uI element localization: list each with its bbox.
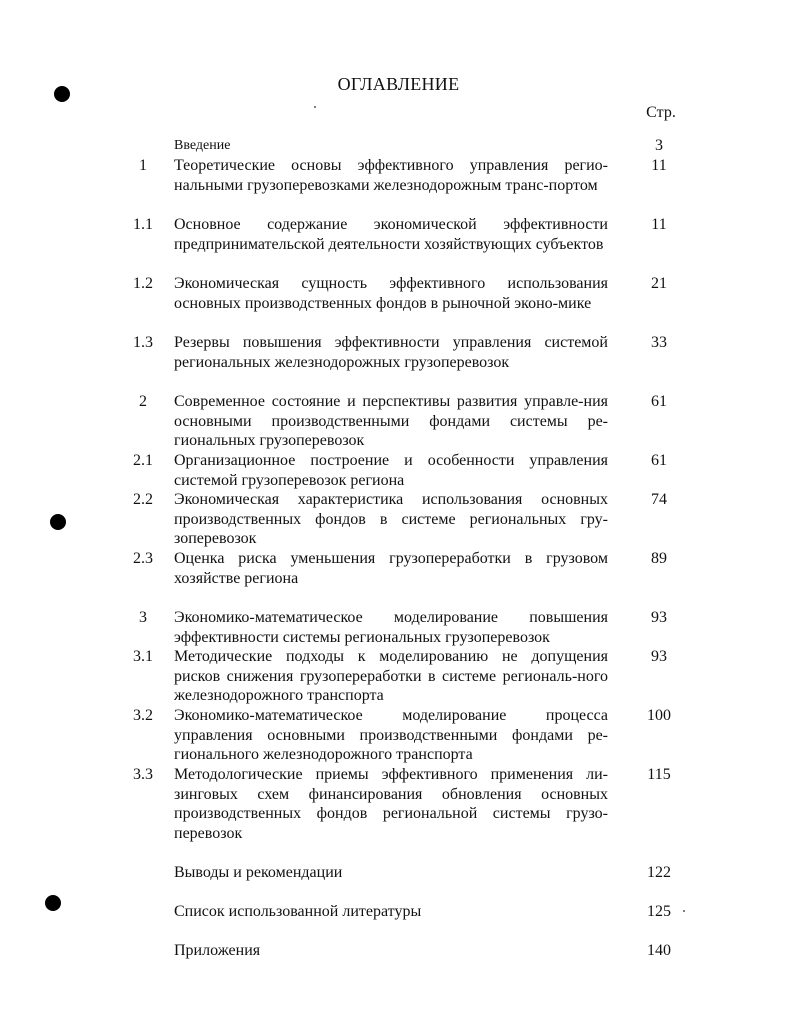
toc-entry-number: 2.2 (133, 491, 153, 508)
toc-entry-page: 100 (647, 707, 671, 724)
toc-entry-text: Список использованной литературы (174, 903, 422, 920)
toc-entry-number: 3.2 (133, 707, 153, 724)
toc-entry-text: Экономико-математическое моделирование процесса управления основными производственными фондами ре-гионального железнодорожного транспорта (174, 707, 608, 763)
toc-entry-page: 61 (651, 452, 667, 469)
toc-entry-page: 61 (651, 393, 667, 410)
toc-entry-page: 122 (647, 864, 671, 881)
toc-entry-number: 3 (139, 609, 147, 626)
page-column-label: Стр. (646, 104, 676, 121)
toc-entry-text: Современное состояние и перспективы развития управле-ния основными производственными фондами системы ре-гиональных грузоперевозок (174, 393, 608, 449)
toc-entry-page: 74 (651, 491, 667, 508)
toc-entry-page: 93 (651, 648, 667, 665)
toc-entry-number: 2.3 (133, 550, 153, 567)
toc-entry-text: Резервы повышения эффективности управления системой региональных железнодорожных грузоперевозок (174, 334, 608, 371)
toc-entry-text: Выводы и рекомендации (174, 864, 343, 881)
toc-entry-text: Методические подходы к моделированию не допущения рисков снижения грузопереработки в системе региональ-ного железнодорожного транспорта (174, 648, 608, 704)
toc-entry-page: 3 (655, 137, 663, 154)
toc-entry-page: 140 (647, 942, 671, 959)
toc-entry-page: 125 (647, 903, 671, 920)
toc-entry-text: Теоретические основы эффективного управления регио-нальными грузоперевозками железнодорожным транс-портом (174, 157, 608, 194)
toc-entry-number: 1 (139, 157, 147, 174)
toc-entry-text: Экономическая сущность эффективного использования основных производственных фондов в рыночной эконо-мике (174, 275, 608, 312)
toc-entry-number: 2.1 (133, 452, 153, 469)
toc-entry-text: Основное содержание экономической эффективности предпринимательской деятельности хозяйствующих субъектов (174, 216, 608, 253)
toc-entry-text: Методологические приемы эффективного применения ли-зинговых схем финансирования обновления основных производственных фондов региональной системы грузо-перевозок (174, 766, 608, 842)
toc-entry-text: Экономическая характеристика использования основных производственных фондов в системе региональных гру-зоперевозок (174, 491, 608, 547)
speck (314, 106, 316, 108)
toc-entry-page: 115 (647, 766, 671, 783)
toc-entry-text: Приложения (174, 942, 261, 959)
toc-entry-number: 3.1 (133, 648, 153, 665)
toc-entry-page: 11 (651, 157, 667, 174)
toc-entry-page: 93 (651, 609, 667, 626)
toc-entry-text: Экономико-математическое моделирование повышения эффективности системы региональных грузоперевозок (174, 609, 608, 646)
toc-entry-page: 89 (651, 550, 667, 567)
toc-entry-text: Оценка риска уменьшения грузопереработки в грузовом хозяйстве региона (174, 550, 608, 587)
toc-entry-page: 11 (651, 216, 667, 233)
toc-entry-text: Введение (174, 138, 231, 153)
toc-title: ОГЛАВЛЕНИЕ (337, 74, 460, 94)
toc-entry-page: 21 (651, 275, 667, 292)
toc-entry-page: 33 (651, 334, 667, 351)
ink-blot (45, 895, 61, 911)
toc-entry-number: 2 (139, 393, 147, 410)
toc-entry-number: 1.3 (133, 334, 153, 351)
toc-entry-number: 1.1 (133, 216, 153, 233)
ink-blot (50, 514, 66, 530)
toc-entry-text: Организационное построение и особенности управления системой грузоперевозок региона (174, 452, 608, 489)
toc-entry-number: 3.3 (133, 766, 153, 783)
toc-entry-number: 1.2 (133, 275, 153, 292)
